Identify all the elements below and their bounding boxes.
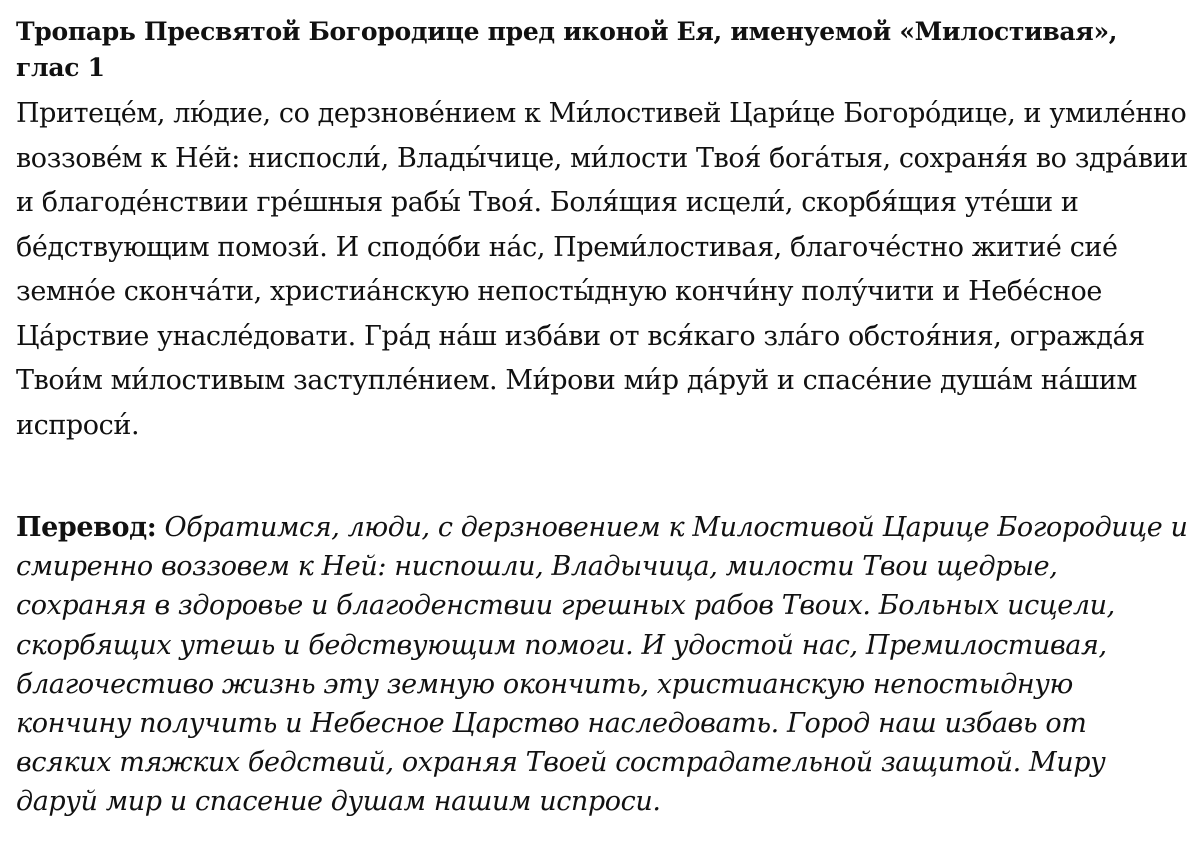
translation-text: Обратимся, люди, с дерзновением к Милостивой Царице Богородице и смиренно воззовем к Ней: ниспошли, Владычица, милости Твои щедрые, сохраняя в здоровье и благоденствии грешных рабов Твоих. Больных исцели, скорбящих утешь и бедствующим помоги. И удостой нас, Премилостивая, благочестиво жизнь эту земную окончить, христианскую непостыдную кончину получить и Небесное Царство наследовать. Город наш избавь от всяких тяжких бедствий, охраняя Твоей сострадательной защитой. Миру даруй мир и спасение душам нашим испроси.	[16, 512, 1188, 818]
prayer-title: Тропарь Пресвятой Богородице пред иконой Ея, именуемой «Милостивая», глас 1	[16, 17, 1118, 82]
translation-label: Перевод:	[16, 512, 157, 543]
translation-block	[16, 508, 1188, 822]
prayer-page	[16, 14, 1188, 849]
troparion-text: Притеце́м, лю́дие, со дерзнове́нием к Ми́лостивей Цари́це Богоро́дице, и умиле́нно воззове́м к Не́й: ниспосли́, Влады́чице, ми́лости Твоя́ бога́тыя, сохраня́я во здра́вии и благоде́нствии гре́шныя рабы́ Твоя́. Боля́щия исцели́, скорбя́щия уте́ши и бе́дствующим помози́. И сподо́би на́с, Преми́лостивая, благоче́стно житие́ сие́ земно́е сконча́ти, христиа́нскую непосты́дную кончи́ну полу́чити и Небе́сное Ца́рствие унасле́довати. Гра́д на́ш изба́ви от вся́каго зла́го обстоя́ния, огражда́я Твои́м ми́лостивым заступле́нием. Ми́рови ми́р да́руй и спасе́ние душа́м на́шим испроси́.	[16, 98, 1188, 441]
